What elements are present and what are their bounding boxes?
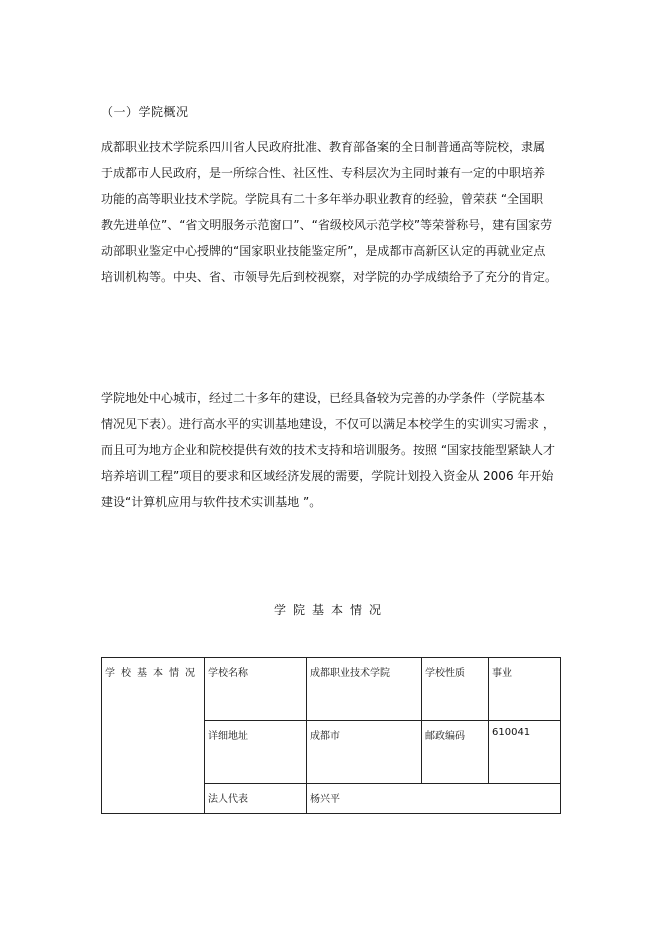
paragraph-line: 培训机构等。中央、省、市领导先后到校视察，对学院的办学成绩给予了充分的肯定。 [101,270,558,284]
paragraph-line: 教先进单位”、“省文明服务示范窗口”、“省级校风示范学校”等荣誉称号，建有国家劳 [101,218,553,232]
table-cell: 杨兴平 [307,784,561,814]
paragraph-line: 情况见下表）。进行高水平的实训基地建设，不仅可以满足本校学生的实训实习需求 ， [101,417,555,431]
intro-paragraph [101,134,563,290]
paragraph-line: 于成都市人民政府，是一所综合性、社区性、专科层次为主同时兼有一定的中职培养 [101,166,546,180]
table-cell: 邮政编码 [422,721,489,784]
table-cell: 学校性质 [422,658,489,721]
table-cell: 事业 [489,658,561,721]
school-info-table [101,657,561,814]
table-cell: 法人代表 [205,784,307,814]
facilities-paragraph [101,385,563,515]
table-row [102,658,561,721]
section-heading: （一）学院概况 [101,105,189,119]
table-cell: 学校名称 [205,658,307,721]
table-cell: 详细地址 [205,721,307,784]
section-label-cell: 学校基本情况 [102,658,205,814]
paragraph-line: 动部职业鉴定中心授牌的“国家职业技能鉴定所”，是成都市高新区认定的再就业定点 [101,244,546,258]
paragraph-line: 功能的高等职业技术学院。学院具有二十多年举办职业教育的经验，曾荣获 “全国职 [101,192,544,206]
table-title: 学院基本情况 [273,603,388,617]
paragraph-line: 成都职业技术学院系四川省人民政府批准、教育部备案的全日制普通高等院校，隶属 [101,140,546,154]
paragraph-line: 学院地处中心城市，经过二十多年的建设，已经具备较为完善的办学条件（学院基本 [101,391,546,405]
table-cell: 成都市 [307,721,422,784]
paragraph-line: 培养培训工程”项目的要求和区域经济发展的需要，学院计划投入资金从 2006 年开始 [101,469,554,483]
table-cell: 成都职业技术学院 [307,658,422,721]
table-cell: 610041 [489,721,561,784]
paragraph-line: 建设“计算机应用与软件技术实训基地 ”。 [101,495,322,509]
paragraph-line: 而且可为地方企业和院校提供有效的技术支持和培训服务。按照 “国家技能型紧缺人才 [101,443,556,457]
